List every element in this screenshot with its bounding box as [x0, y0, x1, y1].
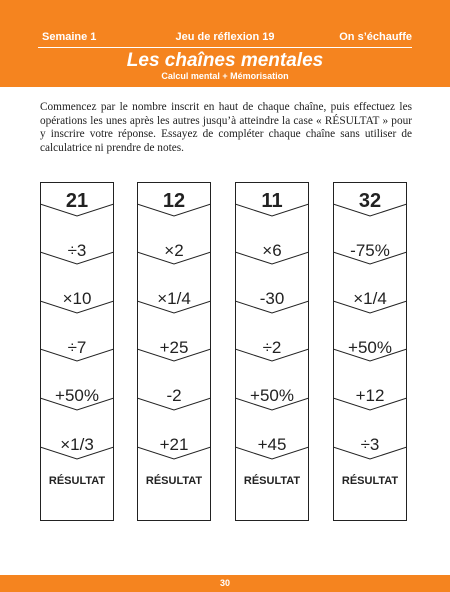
chain-operation: +50% [348, 338, 392, 357]
chain-3 [235, 182, 309, 521]
chain-operation: ×10 [62, 289, 92, 308]
chain-operation: ×1/4 [157, 289, 191, 308]
page-footer [0, 575, 450, 592]
chain-start-number: 12 [162, 190, 186, 212]
chain-operation: ×6 [262, 241, 282, 260]
chain-operation: ×1/3 [60, 435, 94, 454]
section-label: On s’échauffe [339, 31, 412, 43]
chain-operation: +50% [250, 386, 294, 405]
chain-operation: -2 [166, 386, 182, 405]
chain-operation: ÷3 [67, 241, 87, 260]
chain-operation: +25 [159, 338, 189, 357]
chain-operation: ×2 [164, 241, 184, 260]
chain-operation: ÷3 [360, 435, 380, 454]
chain-operation: +12 [355, 386, 385, 405]
chain-2 [137, 182, 211, 521]
chain-operation: ÷2 [262, 338, 282, 357]
page-header [0, 0, 450, 87]
page-title: Les chaînes mentales [126, 50, 324, 71]
chain-result-box[interactable]: RÉSULTAT [48, 475, 106, 487]
chain-result-box[interactable]: RÉSULTAT [341, 475, 399, 487]
instructions: Commencez par le nombre inscrit en haut de chaque chaîne, puis effectuez les opérations les unes après les autres jusqu’à atteindre la case « RÉSULTAT » pour y inscrire votre réponse. Essayez de compléter chaque chaîne sans utiliser de calculatrice ni prendre de notes. [40, 101, 412, 154]
chain-operation: ×1/4 [353, 289, 387, 308]
chain-start-number: 11 [261, 190, 283, 212]
chain-operation: +50% [55, 386, 99, 405]
chain-1 [40, 182, 114, 521]
chain-result-box[interactable]: RÉSULTAT [145, 475, 203, 487]
chain-operation: -75% [350, 241, 390, 260]
week-label: Semaine 1 [42, 31, 97, 43]
chain-operation: +45 [257, 435, 287, 454]
page-number: 30 [219, 578, 230, 588]
header-row [0, 30, 450, 44]
chain-operation: ÷7 [67, 338, 87, 357]
chain-result-box[interactable]: RÉSULTAT [243, 475, 301, 487]
chain-4 [333, 182, 407, 521]
chain-operation: +21 [159, 435, 189, 454]
chain-operation: -30 [259, 289, 285, 308]
page-subtitle: Calcul mental + Mémorisation [161, 71, 289, 81]
chain-start-number: 21 [65, 190, 89, 212]
chain-start-number: 32 [358, 190, 382, 212]
header-divider [38, 47, 412, 48]
game-label: Jeu de réflexion 19 [175, 31, 275, 43]
